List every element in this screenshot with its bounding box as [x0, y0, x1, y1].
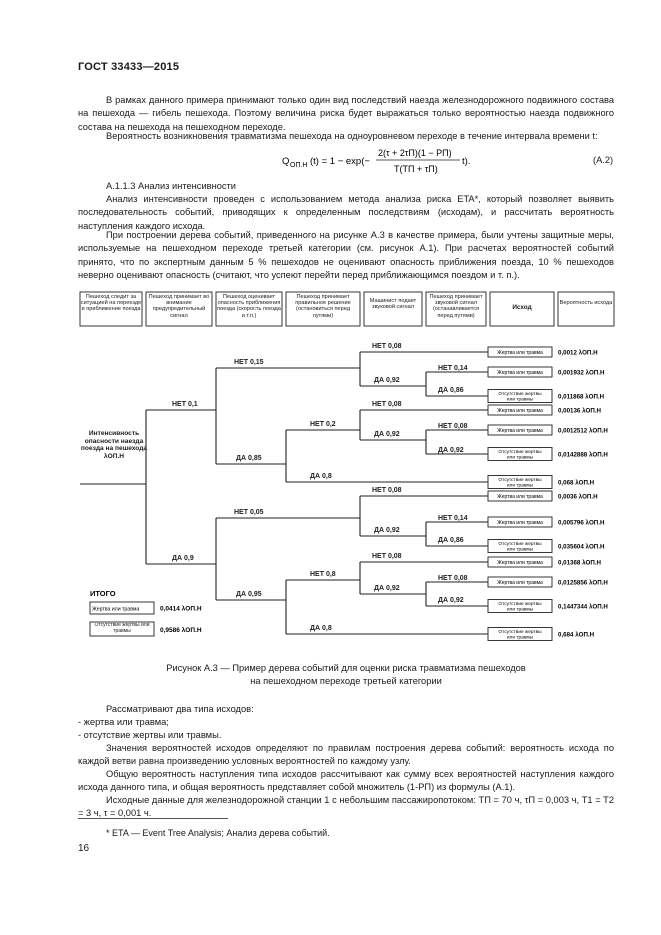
outcome-probability: 0,011868 λОП.Н — [558, 393, 605, 401]
formula — [282, 146, 482, 183]
branch-label: ДА 0,92 — [438, 597, 464, 604]
outcome-label: или травмы — [506, 455, 534, 461]
formula-lhs: Q — [282, 156, 290, 167]
branch-label: НЕТ 0,1 — [172, 401, 198, 408]
outcome-probability: 0,0012512 λОП.Н — [558, 427, 608, 435]
tree-branches — [80, 352, 488, 634]
header-col-6: Пешеход принимает звуковой сигнал (останавливается перед путями) — [429, 294, 483, 319]
branch-label: ДА 0,92 — [374, 431, 400, 438]
total-none-label: Отсутствие жертвы или травмы — [94, 623, 150, 634]
outcome-label: или травмы — [506, 483, 534, 489]
page-number: 16 — [78, 843, 90, 854]
branch-label: НЕТ 0,05 — [234, 509, 264, 516]
header-col-3: Пешеход оценивает опасность приближения поезда (скорость поезда и т.п.) — [217, 294, 281, 319]
formula-lhs-sub: ОП.Н — [290, 162, 308, 169]
total-none-value: 0,9586 λОП.Н — [160, 627, 202, 634]
page-header: ГОСТ 33433—2015 — [78, 61, 180, 73]
outcome-label: Отсутствие жертвы — [498, 542, 542, 547]
outcome-probability: 0,068 λОП.Н — [558, 479, 595, 487]
branch-label: ДА 0,92 — [374, 585, 400, 592]
branch-label: ДА 0,92 — [374, 527, 400, 534]
formula-lhs-arg: (t) = 1 − exp(− — [310, 156, 370, 167]
figure-caption-line-1: Рисунок А.3 — Пример дерева событий для оценки риска травматизма пешеходов — [166, 663, 526, 673]
section-heading: А.1.1.3 Анализ интенсивности — [106, 181, 236, 191]
branch-label: НЕТ 0,08 — [372, 487, 402, 494]
formula-graphic — [282, 146, 482, 180]
outcome-label: Жертва или травма — [497, 408, 543, 414]
branch-label: ДА 0,86 — [438, 387, 464, 394]
list-item: - отсутствие жертвы или травмы. — [78, 730, 222, 740]
header-col-8: Вероятность исхода — [559, 300, 613, 306]
outcome-label: Отсутствие жертвы — [498, 602, 542, 607]
list-item: - жертва или травма; — [78, 717, 169, 727]
branch-label: ДА 0,85 — [236, 455, 262, 462]
branch-label: НЕТ 0,15 — [234, 359, 264, 366]
branch-label: НЕТ 0,08 — [372, 401, 402, 408]
outcome-label: Жертва или травма — [497, 520, 543, 526]
branch-label: ДА 0,9 — [172, 555, 194, 562]
paragraph-construction: При построении дерева событий, приведенного на рисунке А.3 в качестве примера, были учтены защитные меры, используемые на пешеходном переходе третьей категории (см. рисунок А.1). При расчетах вероятностей событий принято, что по экспертным данным 5 % пешеходов не оценивают опасность приближения поезда, 10 % пешеходов неверно оценивают опасность (считают, что успеют перейти перед приближающимся поездом и т. п.). — [78, 230, 614, 281]
paragraph-total-probability: Общую вероятность наступления типа исходов рассчитывают как сумму всех вероятностей наступления каждого исхода данного типа, и общая вероятность представляет собой множитель (1-PП) из формулы (А.1). — [78, 769, 614, 793]
branch-label: ДА 0,8 — [310, 473, 332, 480]
outcome-label: или травмы — [506, 397, 534, 403]
paragraph-scope: В рамках данного примера принимают только один вид последствий наезда железнодорожного подвижного состава на пешехода — гибель пешехода. Поэтому величина риска будет выражаться только вероятностью наезда подвижного состава на пешехода на пешеходном переходе. — [78, 95, 614, 132]
outcome-probability: 0,0012 λОП.Н — [558, 349, 598, 357]
formula-numerator: 2(τ + 2τП)(1 − PП) — [378, 148, 452, 158]
outcome-probability: 0,035604 λОП.Н — [558, 543, 605, 551]
outcome-label: Жертва или травма — [497, 428, 543, 434]
outcome-label: Жертва или травма — [497, 370, 543, 376]
figure-caption-line-2: на пешеходном переходе третьей категории — [250, 676, 442, 687]
formula-denominator: T(TП + τП) — [394, 164, 438, 174]
branch-label: НЕТ 0,14 — [438, 365, 468, 372]
branch-label: ДА 0,92 — [438, 447, 464, 454]
event-tree-figure — [78, 290, 618, 658]
branch-label: НЕТ 0,2 — [310, 421, 336, 428]
outcome-probability: 0,1447344 λОП.Н — [558, 603, 608, 611]
outcome-probability: 0,001932 λОП.Н — [558, 369, 605, 377]
root-event-label: Интенсивность опасности наезда поезда на пешехода λОП.Н — [80, 430, 148, 460]
header-col-4: Пешеход принимает правильное решение (остановиться перед путями) — [295, 294, 351, 319]
outcome-label: Жертва или травма — [497, 350, 543, 356]
outcome-label: Жертва или травма — [497, 494, 543, 500]
branch-label: ДА 0,95 — [236, 591, 262, 598]
outcome-label: Отсутствие жертвы — [498, 478, 542, 483]
outcome-label: или травмы — [506, 547, 534, 553]
outcome-probability: 0,0036 λОП.Н — [558, 493, 598, 501]
footnote: * ETA — Event Tree Analysis; Анализ дерева событий. — [106, 828, 330, 838]
outcome-probability: 0,0142888 λОП.Н — [558, 451, 608, 459]
header-col-7: Исход — [512, 304, 532, 311]
outcome-label: или травмы — [506, 607, 534, 613]
branch-label: НЕТ 0,14 — [438, 515, 468, 522]
branch-label: ДА 0,8 — [310, 625, 332, 632]
formula-tail: t). — [462, 156, 471, 167]
header-col-2: Пешеход принимает во внимание предупредительный сигнал — [148, 294, 210, 319]
branch-label: НЕТ 0,08 — [372, 553, 402, 560]
branch-label: НЕТ 0,08 — [372, 343, 402, 350]
outcome-column — [488, 347, 608, 641]
paragraph-outcome-values: Значения вероятностей исходов определяют по правилам построения дерева событий: вероятность исхода по каждой ветви равна произведению условных вероятностей по каждому узлу. — [78, 743, 614, 767]
outcome-label: или травмы — [506, 635, 534, 641]
figure-caption — [78, 662, 614, 689]
formula-number: (А.2) — [593, 155, 614, 165]
footnote-divider — [78, 818, 228, 819]
outcome-probability: 0,01368 λОП.Н — [558, 559, 601, 567]
paragraph-probability-intro: Вероятность возникновения травматизма пешехода на одноуровневом переходе в течение интервала времени t: — [106, 131, 598, 141]
outcome-label: Отсутствие жертвы — [498, 450, 542, 455]
total-victim-label: Жертва или травма — [92, 606, 140, 613]
header-col-1: Пешеход следит за ситуацией на переезде и приближение поезда — [80, 294, 142, 313]
outcome-probability: 0,684 λОП.Н — [558, 631, 595, 639]
outcome-label: Жертва или травма — [497, 560, 543, 566]
outcome-probability: 0,0125856 λОП.Н — [558, 579, 608, 587]
branch-label: НЕТ 0,08 — [438, 423, 468, 430]
branch-label: ДА 0,92 — [374, 377, 400, 384]
total-victim-value: 0,0414 λОП.Н — [160, 605, 202, 613]
paragraph-input-data: Исходные данные для железнодорожной станции 1 с небольшим пассажиропотоком: TП = 70 ч, τП = 0,003 ч, T1 = T2 = 3 ч, τ = 0,001 ч. — [78, 795, 614, 819]
branch-label: НЕТ 0,8 — [310, 571, 336, 578]
outcome-label: Жертва или травма — [497, 580, 543, 586]
header-col-5: Машинист подает звуковой сигнал — [369, 298, 417, 311]
branch-label: НЕТ 0,08 — [438, 575, 468, 582]
totals-title: ИТОГО — [90, 589, 116, 598]
outcome-label: Отсутствие жертвы — [498, 392, 542, 397]
paragraph-outcome-types: Рассматривают два типа исходов: — [106, 704, 254, 714]
branch-label: ДА 0,86 — [438, 537, 464, 544]
outcome-probability: 0,00136 λОП.Н — [558, 407, 601, 415]
outcome-probability: 0,005796 λОП.Н — [558, 519, 605, 527]
paragraph-analysis: Анализ интенсивности проведен с использованием метода анализа риска ETA*, который позволяет выявить последовательность событий, приводящих к определенным последствиям (исходам), и рассчитать вероятность наступления каждого исхода. — [78, 194, 614, 231]
outcome-label: Отсутствие жертвы — [498, 630, 542, 635]
